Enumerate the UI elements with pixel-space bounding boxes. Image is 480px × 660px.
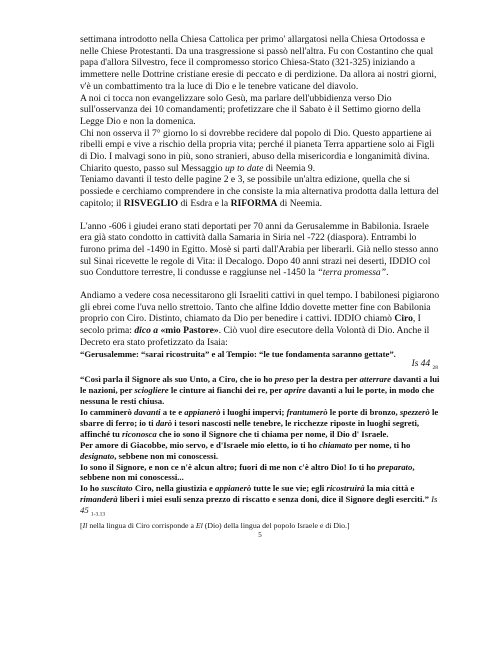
italic-run: darò <box>155 417 173 428</box>
italic-run: El <box>195 520 203 530</box>
italic-run: davanti <box>134 406 161 417</box>
text-run: , sebbene non mi conoscessi. <box>114 450 219 461</box>
italic-run: appianerò <box>184 406 221 417</box>
paragraph-4 <box>80 163 440 175</box>
paragraph-2-text: A noi ci tocca non evangelizzare solo Gesù, ma parlare dell'ubbidienza verso Dio sull'osservanza dei 10 comandamenti; profetizzare che il Sabato è il Settimo giorno della Legge Dio e non la domenica. <box>80 92 421 127</box>
text-run: di Esdra e la <box>178 197 231 209</box>
italic-run: up to date <box>224 162 264 174</box>
bold-run: «mio Pastore» <box>158 325 219 337</box>
quote-isaiah-45-b <box>80 407 440 440</box>
paragraph-7 <box>80 290 440 349</box>
reference-verse: 1-3.13 <box>90 511 106 518</box>
italic-run: sciogliere <box>134 385 169 396</box>
text-run: Io camminerò <box>80 406 135 417</box>
text-run: di Neemia. <box>277 197 322 209</box>
paragraph-gap <box>80 279 440 290</box>
text-run: , sebbene non mi conoscessi... <box>80 461 415 483</box>
paragraph-gap <box>80 210 440 221</box>
italic-run: Il <box>82 520 88 530</box>
text-run: davanti a lui le nazioni, per <box>80 374 440 396</box>
reference-is-44 <box>80 359 440 374</box>
text-run: Chiarito questo, passo sul Messaggio <box>80 162 225 174</box>
italic-run: riconosca <box>122 428 157 439</box>
italic-run: rimanderà <box>80 494 118 505</box>
text-run: nella lingua di Ciro corrisponde a <box>87 520 196 530</box>
text-run: [ <box>80 520 83 530</box>
paragraph-2 <box>80 93 440 128</box>
text-run: L'anno -606 i giudei erano stati deportati per 70 anni da Gerusalemme in Babilonia. Israele era già stato condotto in cattività dalla Samaria in Siria nel -722 (diaspora). Entrambi lo furono prima del -1490 in Egitto. Mosè si partì dall'Arabia per liberarli. Già nello stesso anno sul Sinai ricevette le regole di Vita: il Decalogo. Dopo 40 anni strazi nei deserti, IDDIO col suo Conduttore terrestre, li condusse e raggiunse nel -1450 la <box>80 220 439 279</box>
text-run: (Dio) della lingua del popolo Israele e di Dio.] <box>202 520 350 530</box>
text-run: per nome, ti ho <box>352 439 411 450</box>
quote-isaiah-45-a <box>80 374 440 407</box>
text-run: per la destra per <box>294 374 360 385</box>
quote-isaiah-45-c <box>80 440 440 462</box>
text-run: Ciro, nella giustizia e <box>132 483 216 494</box>
text-run: le sbarre di ferro; io ti <box>80 406 439 428</box>
text-run: i tesori nascosti nelle tenebre, le ricchezze riposte in luoghi segreti, affinché tu <box>80 417 420 439</box>
paragraph-6 <box>80 221 440 280</box>
paragraph-5 <box>80 174 440 209</box>
text-run: le cinture ai fianchi dei re, per <box>168 385 285 396</box>
text-run: liberi i miei esuli senza prezzo di riscatto e senza doni, dice il Signore degli eserciti.” <box>117 494 432 505</box>
reference-is-45: Is 45 <box>80 494 438 516</box>
text-run: le porte di bronzo, <box>327 406 400 417</box>
bold-run: Ciro <box>394 313 413 325</box>
quote-isaiah-45-d <box>80 462 440 484</box>
text-run: di Neemia 9. <box>263 162 316 174</box>
text-run: . Ciò vuol dire esecutore della Volontà di Dio. Anche il Decreto era stato profetizzato da Isaia: <box>80 325 430 348</box>
paragraph-1-text: settimana introdotto nella Chiesa Cattolica per primo' allargatosi nella Chiesa Ortodossa e nelle Chiese Protestanti. Da una trasgressione si passò nell'altra. Fu con Costantino che qual papa d'allora Silvestro, fece il compromesso storico Chiesa-Stato (321-325) iniziando a immettere nelle Dottrine cristiane eresie di peccato e di perdizione. Da allora ai nostri giorni, v'è un combattimento tra la luce di Dio e le tenebre vaticane del diavolo. <box>80 34 437 92</box>
text-run: la mia città e <box>364 483 415 494</box>
text-run: . <box>386 267 389 279</box>
quote-text: “Gerusalemme: “sarai ricostruita” e al Tempio: “le tue fondamenta saranno gettate”. <box>80 348 396 359</box>
text-run: Per amore di Giacobbe, mio servo, e d'Israele mio eletto, io ti ho <box>80 439 320 450</box>
page-number: 5 <box>258 531 262 540</box>
bold-italic-run: dico a <box>134 325 159 337</box>
paragraph-3-text: Chi non osserva il 7° giorno lo si dovrebbe recidere dal popolo di Dio. Questo appartiene ai ribelli empi e vive a rischio della propria vita; perché il pianeta Terra appartiene solo ai Figli di Dio. I malvagi sono in più, sono stranieri, abuso della misericordia e longanimità divina. <box>80 127 435 163</box>
reference-text: Is 44 <box>411 359 431 370</box>
text-run: Andiamo a vedere cosa necessitarono gli Israeliti cattivi in quel tempo. I babilonesi pigiarono gli ebrei come l'uva nello strettoio. Tanto che alfine Iddio dovette metter fine con Babilonia proprio con Ciro. Distinto, chiamato da Dio per benedire i cattivi. IDDIO chiamò <box>80 290 440 325</box>
text-run: Io sono il Signore, e non ce n'è alcun altro; fuori di me non c'è altro Dio! Io ti ho <box>80 461 378 472</box>
text-run: davanti a lui le porte, in modo che nessuna le resti chiusa. <box>80 385 435 407</box>
text-run: , I secolo prima: <box>80 313 421 337</box>
italic-run: designato <box>80 450 115 461</box>
italic-run: spezzerò <box>399 406 430 417</box>
paragraph-1 <box>80 34 440 93</box>
text-run: che io sono il Signore che ti chiama per nome, il Dio d' Israele. <box>156 428 389 439</box>
bold-run: RISVEGLIO <box>123 197 179 209</box>
italic-run: preso <box>274 374 294 385</box>
quote-isaiah-44 <box>80 349 440 360</box>
footnote <box>80 521 440 531</box>
italic-run: atterrare <box>359 374 391 385</box>
text-run: Io ho <box>80 483 102 494</box>
italic-run: chiamato <box>319 439 353 450</box>
italic-run: frantumerò <box>286 406 328 417</box>
quote-isaiah-45-e <box>80 483 440 520</box>
italic-run: suscitato <box>101 483 133 494</box>
text-run: tutte le sue vie; egli <box>251 483 327 494</box>
text-run: a te e <box>160 406 185 417</box>
text-run: i luoghi impervi; <box>220 406 287 417</box>
italic-run: preparato <box>377 461 413 472</box>
italic-run: aprire <box>284 385 306 396</box>
italic-run: “terra promessa” <box>317 267 387 279</box>
text-run: “Così parla il Signore als suo Unto, a Ciro, che io ho <box>80 374 275 385</box>
bold-run: RIFORMA <box>230 197 278 209</box>
paragraph-3 <box>80 128 440 163</box>
italic-run: ricostruirà <box>326 483 365 494</box>
text-run: Teniamo davanti il testo delle pagine 2 e 3, se possibile un'altra edizione, quella che si possiede e cerchiamo comprendere in che consiste la mia alternativa prodotta dalla lettura del capitolo; il <box>80 174 439 209</box>
italic-run: appianerò <box>215 483 252 494</box>
reference-verse: 28 <box>432 365 438 372</box>
